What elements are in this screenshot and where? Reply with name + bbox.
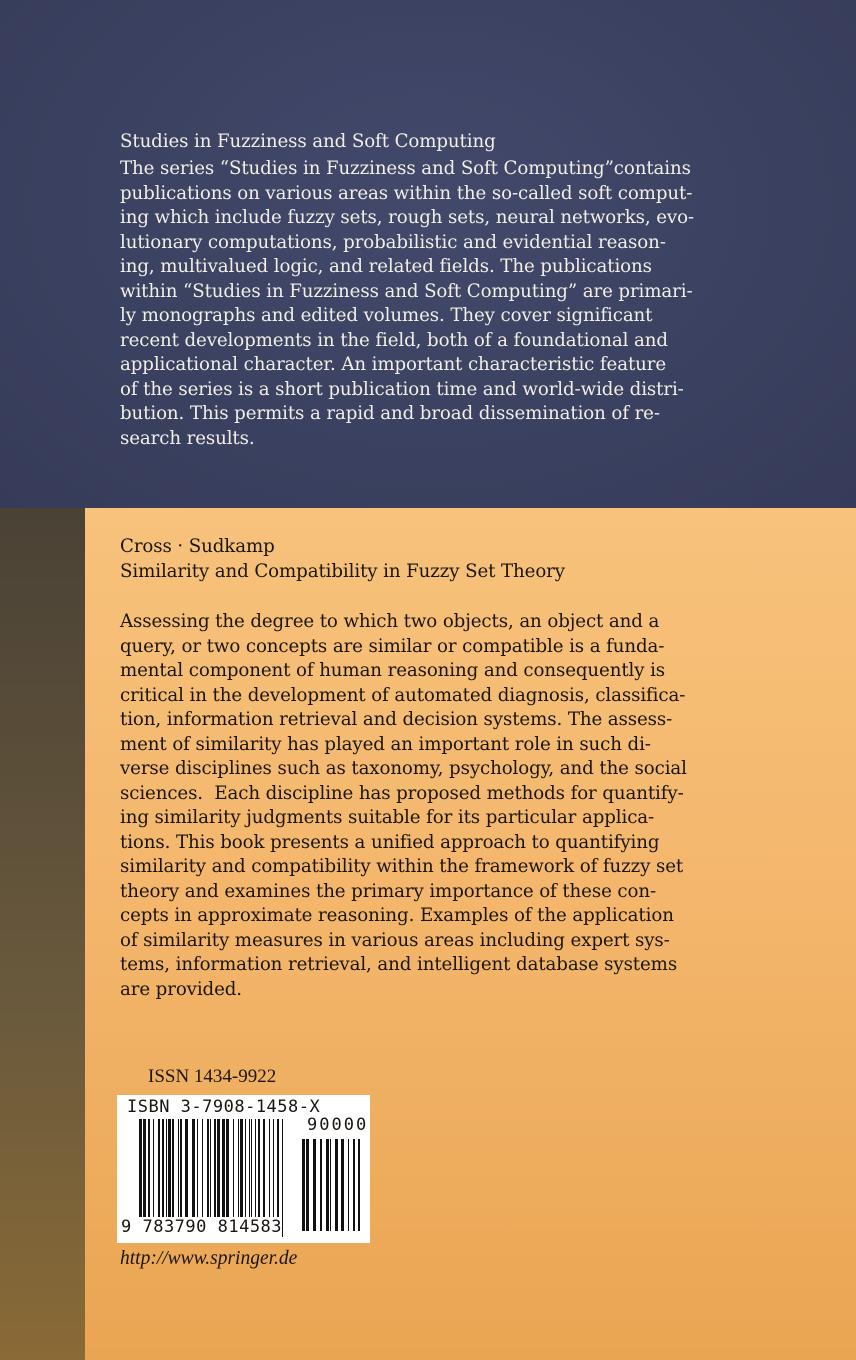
series-panel	[0, 0, 856, 508]
barcode-bar	[282, 1119, 283, 1237]
barcode-bar	[326, 1139, 329, 1231]
addon-text: 90000	[307, 1115, 369, 1135]
spine-strip	[0, 508, 85, 1360]
barcode-bar	[302, 1139, 305, 1231]
issn: ISSN 1434-9922	[148, 1066, 277, 1087]
barcode	[117, 1095, 370, 1243]
book-authors: Cross · Sudkamp	[120, 536, 275, 557]
publisher-url[interactable]: http://www.springer.de	[120, 1248, 298, 1269]
barcode-bar	[353, 1139, 355, 1231]
isbn-text: ISBN 3-7908-1458-X	[127, 1097, 321, 1117]
barcode-bar	[313, 1139, 316, 1231]
barcode-bar	[358, 1139, 360, 1231]
series-title: Studies in Fuzziness and Soft Computing	[120, 131, 496, 152]
barcode-bar	[330, 1139, 331, 1231]
book-description: Assessing the degree to which two objects, an object and a query, or two concepts are similar or compatible is a funda- mental component of human reasoning and consequently is critical in the development of automated diagnosis, classifica- tion, information retrieval and decision systems. The assess- ment of similarity has played an important role in such di- verse disciplines such as taxonomy, psychology, and the social sciences. Each discipline has proposed methods for quantify- ing similarity judgments suitable for its particular applica- tions. This book presents a unified approach to quantifying similarity and compatibility within the framework of fuzzy set theory and examines the primary importance of these con- cepts in approximate reasoning. Examples of the application of similarity measures in various areas including expert sys- tems, information retrieval, and intelligent database systems are provided.	[120, 611, 687, 1000]
barcode-bar	[348, 1139, 349, 1231]
addon-bars	[302, 1139, 364, 1231]
series-description: The series “Studies in Fuzziness and Soft Computing”contains publications on various areas within the so-called soft comput- ing which include fuzzy sets, rough sets, neural networks, evo- lutionary computations, probabilistic and evidential reason- ing, multivalued logic, and related fields. The publications within “Studies in Fuzziness and Soft Computing” are primari- ly monographs and edited volumes. They cover significant recent developments in the field, both of a foundational and applicational character. An important characteristic feature of the series is a short publication time and world-wide distri- bution. This permits a rapid and broad dissemination of re- search results.	[120, 158, 695, 449]
ean-text: 9 783790 814583	[121, 1217, 283, 1237]
barcode-bar	[320, 1139, 322, 1231]
barcode-bar	[341, 1139, 344, 1231]
barcode-bar	[335, 1139, 338, 1231]
barcode-bar	[306, 1139, 309, 1231]
book-title: Similarity and Compatibility in Fuzzy Set Theory	[120, 561, 565, 582]
